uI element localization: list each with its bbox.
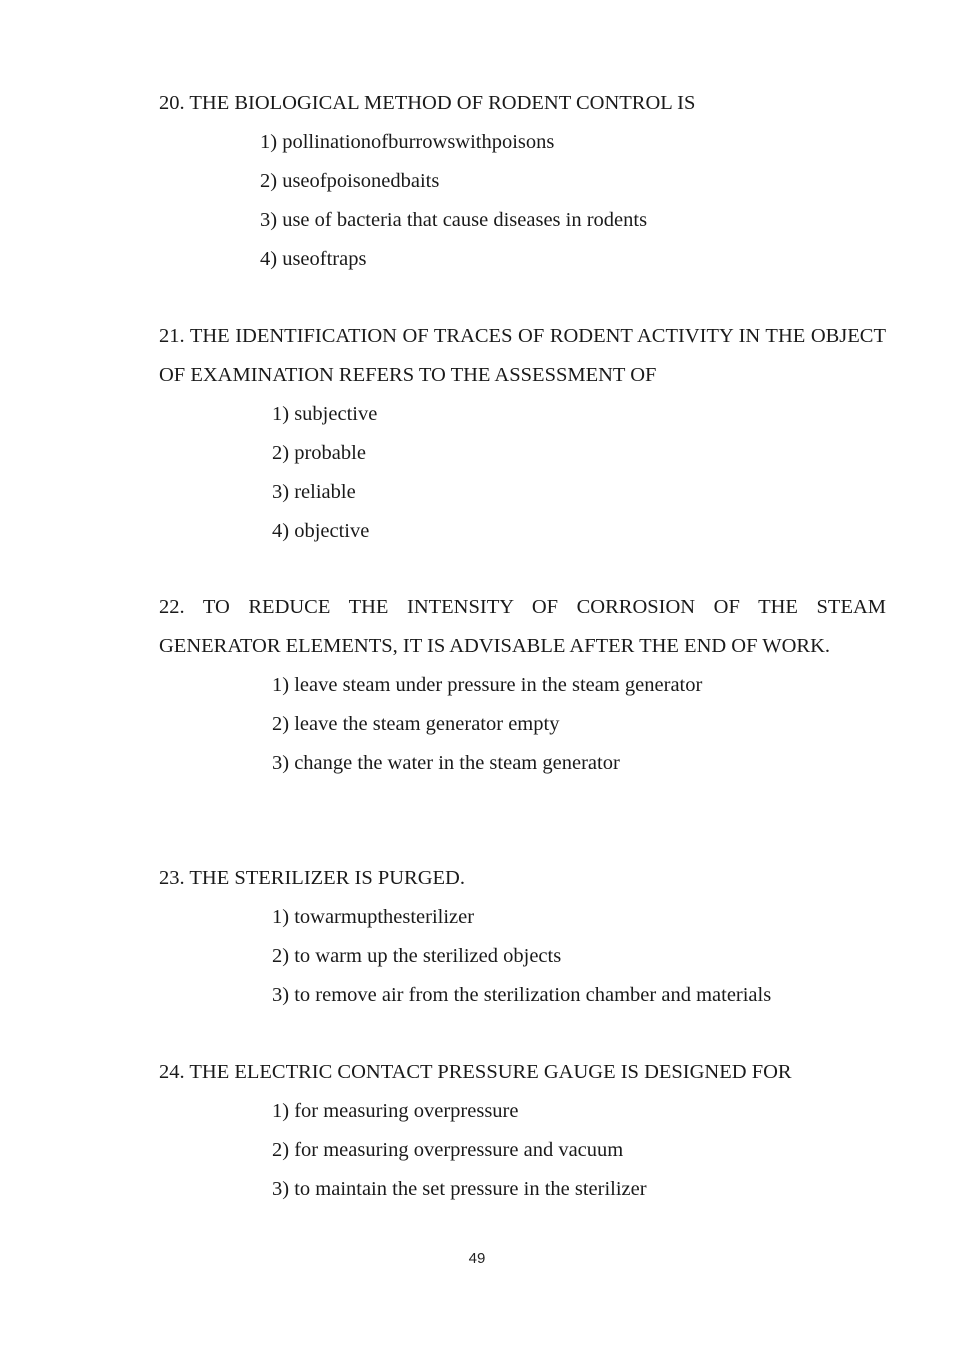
question-23	[159, 859, 886, 1015]
answer-option: 2) probable	[272, 442, 366, 464]
answer-option: 2) to warm up the sterilized objects	[272, 945, 562, 967]
answer-option: 1) towarmupthesterilizer	[272, 906, 475, 928]
answer-option: 1) leave steam under pressure in the steam generator	[272, 674, 703, 696]
question-20	[159, 84, 886, 279]
question-21	[159, 317, 886, 551]
answer-options	[159, 898, 886, 1015]
answer-option: 3) use of bacteria that cause diseases in rodents	[260, 209, 648, 231]
answer-option: 3) to remove air from the sterilization chamber and materials	[272, 984, 772, 1006]
question-24	[159, 1053, 886, 1209]
answer-options	[159, 1092, 886, 1209]
answer-options	[159, 666, 886, 783]
question-text: 23. THE STERILIZER IS PURGED.	[159, 867, 465, 889]
answer-option: 2) useofpoisonedbaits	[260, 170, 440, 192]
question-text: 24. THE ELECTRIC CONTACT PRESSURE GAUGE IS DESIGNED FOR	[159, 1061, 792, 1083]
answer-option: 3) reliable	[272, 481, 356, 503]
answer-option: 3) to maintain the set pressure in the sterilizer	[272, 1178, 647, 1200]
answer-option: 1) subjective	[272, 403, 378, 425]
answer-option: 2) leave the steam generator empty	[272, 713, 560, 735]
question-text: 20. THE BIOLOGICAL METHOD OF RODENT CONTROL IS	[159, 92, 696, 114]
answer-option: 3) change the water in the steam generator	[272, 752, 620, 774]
answer-options	[159, 123, 886, 279]
answer-option: 1) pollinationofburrowswithpoisons	[260, 131, 555, 153]
question-text: 22. TO REDUCE THE INTENSITY OF CORROSION OF THE STEAM GENERATOR ELEMENTS, IT IS ADVISABLE AFTER THE END OF WORK.	[159, 596, 886, 657]
page-number: 49	[468, 1250, 486, 1267]
question-text: 21. THE IDENTIFICATION OF TRACES OF RODENT ACTIVITY IN THE OBJECT OF EXAMINATION REFERS TO THE ASSESSMENT OF	[159, 325, 886, 386]
answer-option: 4) useoftraps	[260, 248, 367, 270]
answer-option: 2) for measuring overpressure and vacuum	[272, 1139, 624, 1161]
answer-option: 1) for measuring overpressure	[272, 1100, 519, 1122]
question-22	[159, 588, 886, 783]
answer-options	[159, 395, 886, 551]
answer-option: 4) objective	[272, 520, 370, 542]
